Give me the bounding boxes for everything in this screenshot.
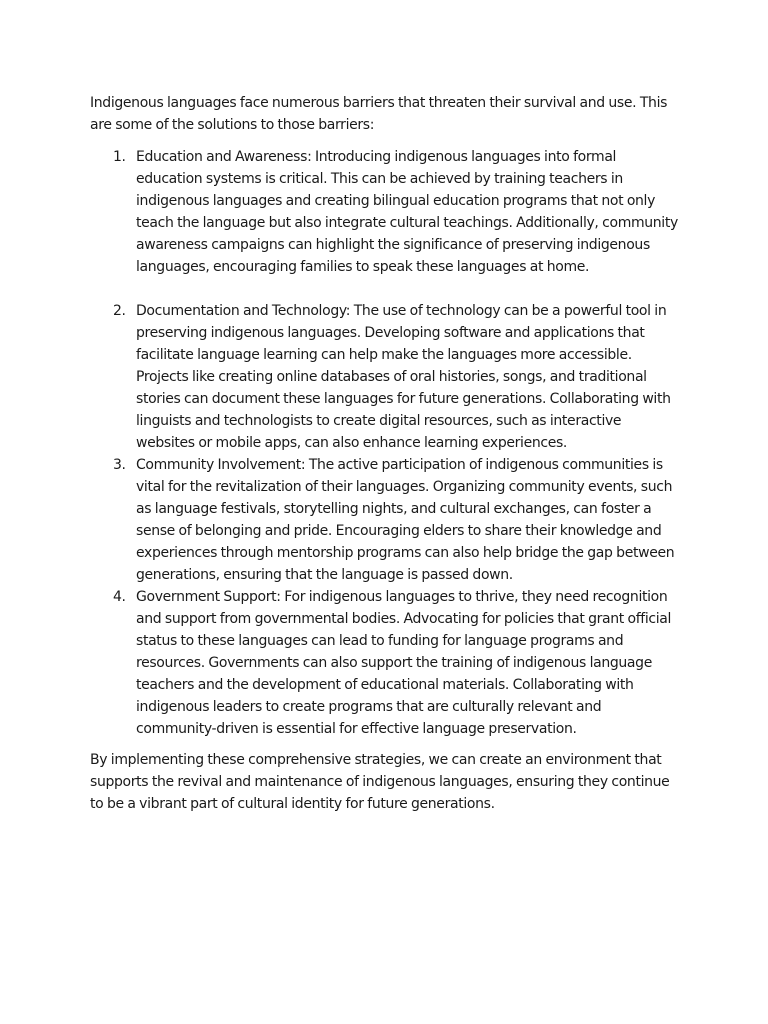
list-item	[90, 586, 680, 740]
list-item-text: Education and Awareness: Introducing indigenous languages into formal education systems is critical. This can be achieved by training teachers in indigenous languages and creating bilingual education programs that not only teach the language but also integrate cultural teachings. Additionally, community awareness campaigns can highlight the significance of preserving indigenous languages, encouraging families to speak these languages at home.	[136, 149, 678, 275]
intro-paragraph: Indigenous languages face numerous barriers that threaten their survival and use. This are some of the solutions to those barriers:	[90, 95, 668, 133]
list-item-number: 2.	[113, 303, 126, 319]
list-item-number: 1.	[113, 149, 126, 165]
list-item-number: 3.	[113, 457, 126, 473]
list-item	[90, 146, 680, 278]
list-item-text: Government Support: For indigenous languages to thrive, they need recognition and support from governmental bodies. Advocating for policies that grant official status to these languages can lead to funding for language programs and resources. Governments can also support the training of indigenous language teachers and the development of educational materials. Collaborating with indigenous leaders to create programs that are culturally relevant and community-driven is essential for effective language preservation.	[136, 589, 672, 737]
list-item	[90, 454, 680, 586]
solutions-list	[90, 146, 680, 740]
document-page	[90, 92, 680, 815]
list-item-text: Community Involvement: The active participation of indigenous communities is vital for the revitalization of their languages. Organizing community events, such as language festivals, storytelling nights, and cultural exchanges, can foster a sense of belonging and pride. Encouraging elders to share their knowledge and experiences through mentorship programs can also help bridge the gap between generations, ensuring that the language is passed down.	[136, 457, 675, 583]
list-item-text: Documentation and Technology: The use of technology can be a powerful tool in preserving indigenous languages. Developing software and applications that facilitate language learning can help make the languages more accessible. Projects like creating online databases of oral histories, songs, and traditional stories can document these languages for future generations. Collaborating with linguists and technologists to create digital resources, such as interactive websites or mobile apps, can also enhance learning experiences.	[136, 303, 671, 451]
list-item	[90, 300, 680, 454]
list-item-number: 4.	[113, 589, 126, 605]
closing-paragraph: By implementing these comprehensive strategies, we can create an environment that supports the revival and maintenance of indigenous languages, ensuring they continue to be a vibrant part of cultural identity for future generations.	[90, 752, 670, 812]
